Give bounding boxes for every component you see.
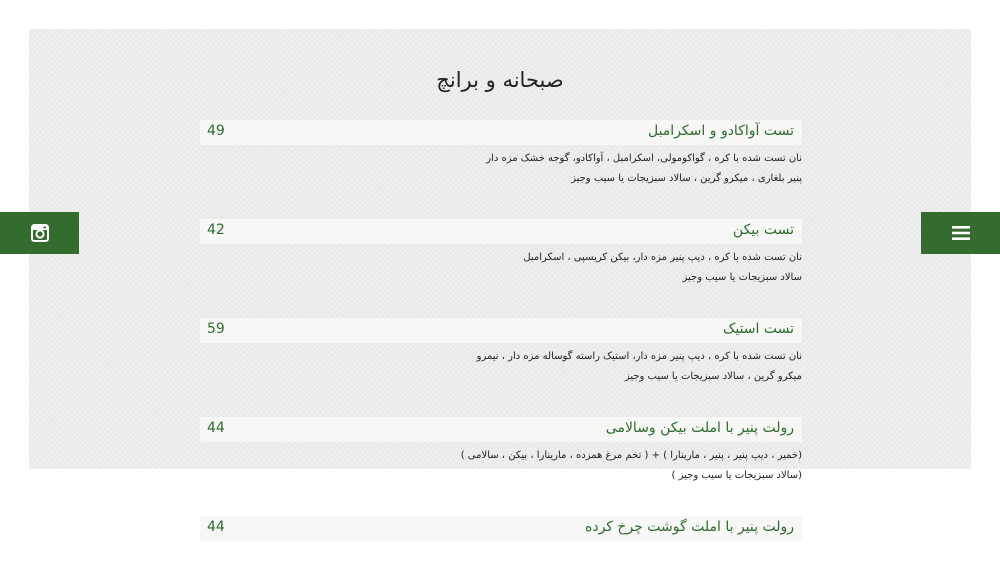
menu-item-name: رولت پنیر با املت گوشت چرخ کرده <box>585 519 794 535</box>
menu-item-description <box>200 149 802 189</box>
menu-item-header <box>200 516 802 541</box>
menu-item <box>200 516 802 541</box>
menu-item <box>200 318 802 387</box>
menu-item-header <box>200 417 802 442</box>
description-line: (خمیر ، دیپ پنیر ، پنیر ، مارینارا ) + ( تخم مرغ همزده ، مارینارا ، بیکن ، سالامی ) <box>460 450 802 461</box>
menu-item-description <box>200 446 802 486</box>
menu-item-header <box>200 318 802 343</box>
menu-item-price: 49 <box>207 123 225 139</box>
menu-item-description <box>200 347 802 387</box>
menu-item <box>200 120 802 189</box>
description-line: پنیر بلغاری ، میکرو گرین ، سالاد سبزیجات یا سیب وجیز <box>571 173 802 184</box>
description-line: نان تست شده با کره ، دیپ پنیر مزه دار، بیکن کریسپی ، اسکرامبل <box>523 252 802 263</box>
instagram-button[interactable] <box>0 212 79 254</box>
main-menu-button[interactable] <box>921 212 1000 254</box>
menu-item-description <box>200 248 802 288</box>
hamburger-menu-icon <box>952 225 970 241</box>
menu-item-name: تست آواکادو و اسکرامبل <box>647 123 794 139</box>
instagram-icon <box>31 224 49 242</box>
menu-item-price: 44 <box>207 519 225 535</box>
menu-section-title: صبحانه و برانچ <box>436 68 564 92</box>
menu-item <box>200 219 802 288</box>
menu-item-name: تست استیک <box>722 321 794 337</box>
description-line: نان تست شده با کره ، گواکومولی، اسکرامبل ، آواکادو، گوجه خشک مزه دار <box>486 153 802 164</box>
menu-item-name: تست بیکن <box>732 222 794 238</box>
description-line: نان تست شده با کره ، دیپ پنیر مزه دار، استیک راسته گوساله مزه دار ، نیمرو <box>476 351 802 362</box>
menu-item-header <box>200 120 802 145</box>
menu-item-price: 42 <box>207 222 225 238</box>
menu-item-price: 59 <box>207 321 225 337</box>
description-line: (سالاد سبزیجات یا سیب وجیز ) <box>671 470 802 481</box>
menu-item-header <box>200 219 802 244</box>
description-line: سالاد سبزیجات یا سیب وجیز <box>682 272 802 283</box>
menu-item-name: رولت پنیر با املت بیکن وسالامی <box>605 420 794 436</box>
menu-items-list <box>200 120 802 571</box>
menu-item-price: 44 <box>207 420 225 436</box>
menu-item <box>200 417 802 486</box>
description-line: میکرو گرین ، سالاد سبزیجات یا سیب وجیز <box>624 371 802 382</box>
